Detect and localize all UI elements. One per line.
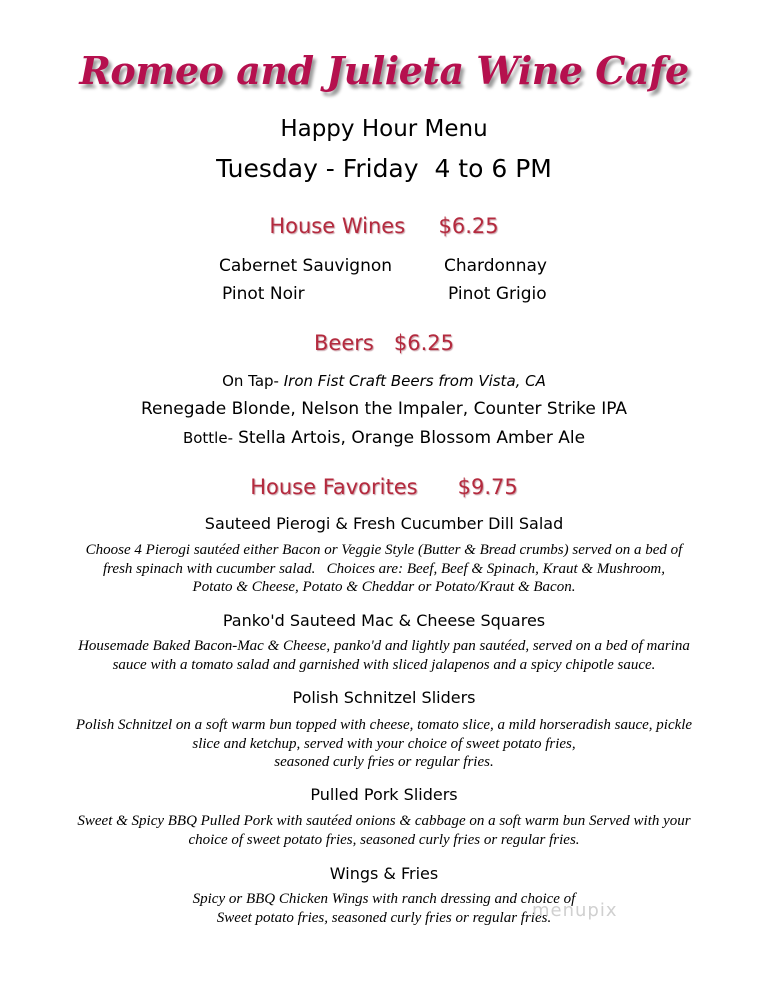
on-tap-line bbox=[0, 372, 768, 390]
bottle-line bbox=[0, 428, 768, 448]
house-wines-price: $6.25 bbox=[438, 214, 499, 238]
house-favorites-label: House Favorites bbox=[250, 475, 418, 499]
on-tap-label: On Tap- bbox=[222, 372, 279, 390]
house-favorites-price: $9.75 bbox=[457, 475, 518, 499]
desc-line: fresh spinach with cucumber salad. Choices are: Beef, Beef & Spinach, Kraut & Mushroom, bbox=[102, 560, 665, 577]
menu-item-description bbox=[40, 716, 728, 772]
desc-line: Polish Schnitzel on a soft warm bun topped with cheese, tomato slice, a mild horseradish sauce, pickle bbox=[75, 717, 693, 733]
desc-line: slice and ketchup, served with your choice of sweet potato fries, bbox=[192, 735, 576, 752]
menu-item-name: Pulled Pork Sliders bbox=[310, 785, 458, 804]
on-tap-source: Iron Fist Craft Beers from Vista, CA bbox=[283, 372, 546, 390]
wine-item: Cabernet Sauvignon bbox=[219, 256, 393, 276]
happy-hour-schedule: Tuesday - Friday 4 to 6 PM bbox=[216, 154, 552, 183]
beers-price: $6.25 bbox=[393, 331, 454, 355]
menu-item-name: Polish Schnitzel Sliders bbox=[292, 688, 476, 707]
desc-line: Spicy or BBQ Chicken Wings with ranch dressing and choice of bbox=[192, 891, 576, 907]
menu-item-name: Panko'd Sauteed Mac & Cheese Squares bbox=[222, 611, 546, 630]
beers-label: Beers bbox=[314, 331, 374, 355]
desc-line: seasoned curly fries or regular fries. bbox=[274, 754, 494, 770]
desc-line: Choose 4 Pierogi sautéed either Bacon or Veggie Style (Butter & Bread crumbs) served on a bed of bbox=[85, 542, 683, 558]
tap-beer-list: Renegade Blonde, Nelson the Impaler, Counter Strike IPA bbox=[140, 399, 628, 419]
menu-item-description bbox=[40, 812, 728, 849]
menu-item-description bbox=[40, 541, 728, 597]
house-wines-label: House Wines bbox=[269, 214, 406, 238]
bottle-beer-list: Stella Artois, Orange Blossom Amber Ale bbox=[238, 428, 586, 448]
wine-item: Pinot Grigio bbox=[448, 284, 547, 304]
happy-hour-heading: Happy Hour Menu bbox=[280, 116, 488, 142]
menu-item-name: Sauteed Pierogi & Fresh Cucumber Dill Salad bbox=[204, 514, 564, 533]
menu-item-name: Wings & Fries bbox=[329, 864, 439, 883]
desc-line: Housemade Baked Bacon-Mac & Cheese, panko'd and lightly pan sautéed, served on a bed of marina bbox=[78, 638, 690, 654]
menu-item-description bbox=[40, 890, 728, 927]
desc-line: Sweet potato fries, seasoned curly fries or regular fries. bbox=[216, 909, 552, 926]
desc-line: choice of sweet potato fries, seasoned curly fries or regular fries. bbox=[188, 831, 580, 848]
house-wines-heading bbox=[0, 214, 768, 238]
bottle-label: Bottle- bbox=[182, 429, 233, 447]
menupix-watermark: menupix bbox=[532, 900, 618, 921]
house-favorites-heading bbox=[0, 475, 768, 499]
wine-item: Chardonnay bbox=[444, 256, 547, 276]
cafe-title: Romeo and Julieta Wine Cafe bbox=[79, 48, 689, 93]
wine-item: Pinot Noir bbox=[222, 284, 305, 304]
desc-line: Sweet & Spicy BBQ Pulled Pork with sautéed onions & cabbage on a soft warm bun Served with your bbox=[77, 813, 691, 829]
desc-line: Potato & Cheese, Potato & Cheddar or Potato/Kraut & Bacon. bbox=[192, 579, 576, 595]
desc-line: sauce with a tomato salad and garnished with sliced jalapenos and a spicy chipotle sauce. bbox=[112, 656, 656, 673]
menu-item-description bbox=[40, 637, 728, 674]
beers-heading bbox=[0, 331, 768, 355]
